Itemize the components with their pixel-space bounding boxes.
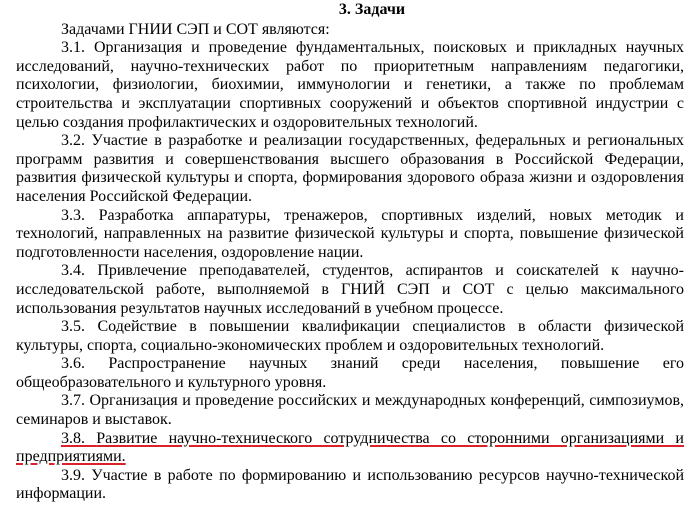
item-number: 3.3. [61,206,85,224]
list-item-3-8-highlighted [16,430,684,467]
list-item-3-1 [16,39,684,132]
item-text: Развитие научно-технического сотрудничества со сторонними организациями и предприятиями. [16,429,684,466]
item-text: Содействие в повышении квалификации специалистов в области физической культуры, спорта, социально-экономических проблем и оздоровительных технологий. [16,318,685,354]
item-number: 3.2. [61,132,85,150]
item-text: Участие в разработке и реализации государственных, федеральных и региональных программ развития и совершенствования высшего образования в Российской Федерации, развития физической культуры и спорта, формирования здорового образа жизни и оздоровления населения Российской Федерации. [16,132,684,205]
list-item-3-7 [16,392,684,429]
list-item-3-9 [16,467,684,504]
item-number: 3.8. [61,429,85,447]
item-number: 3.5. [61,318,85,336]
list-item-3-3 [16,207,684,263]
highlight-underline [16,430,684,466]
list-item-3-6 [16,355,684,392]
item-number: 3.1. [61,39,85,57]
list-item-3-2 [16,132,684,206]
item-text: Участие в работе по формированию и использованию ресурсов научно-технической информации. [16,466,685,503]
item-number: 3.6. [61,355,85,373]
section-title: 3. Задачи [338,1,406,18]
item-number: 3.9. [61,466,85,484]
item-number: 3.7. [61,392,85,410]
intro-text: Задачами ГНИИ СЭП и СОТ являются: [61,20,330,38]
item-text: Организация и проведение российских и международных конференций, симпозиумов, семинаров и выставок. [16,392,685,429]
item-number: 3.4. [61,262,85,280]
list-item-3-4 [16,262,684,318]
list-item-3-5 [16,318,684,355]
item-text: Распространение научных знаний среди населения, повышение его общеобразовательного и культурного уровня. [16,355,685,391]
item-text: Организация и проведение фундаментальных, поисковых и прикладных научных исследований, научно-технических работ по приоритетным направлениям педагогики, психологии, физиологии, биохимии, иммунологии и генетики, а также по проблемам строительства и эксплуатации спортивных сооружений и объектов спортивной индустрии с целью создания профилактических и оздоровительных технологий. [16,39,685,131]
item-text: Привлечение преподавателей, студентов, аспирантов и соискателей к научно-исследовательской работе, выполняемой в ГНИЙ СЭП и СОТ с целью максимального использования результатов научных исследований в учебном процессе. [16,262,684,317]
item-text: Разработка аппаратуры, тренажеров, спортивных изделий, новых методик и технологий, направленных на развитие физической культуры и спорта, повышение физической подготовленности населения, оздоровление нации. [16,206,684,261]
